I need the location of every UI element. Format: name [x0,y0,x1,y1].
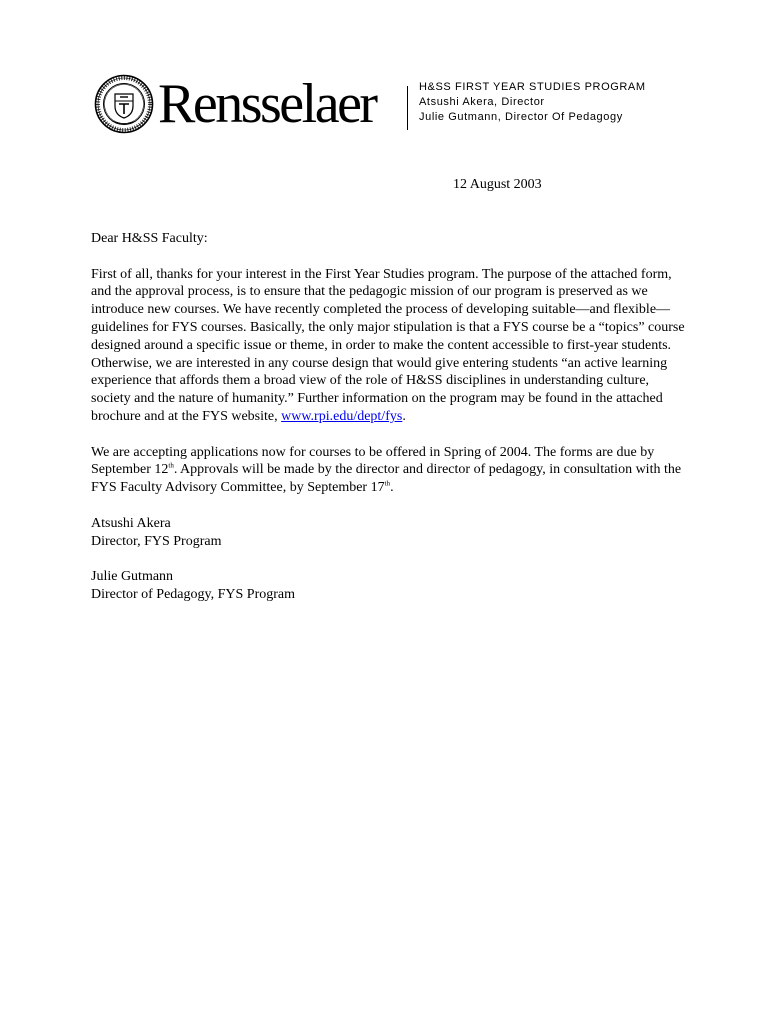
program-name: H&SS FIRST YEAR STUDIES PROGRAM [419,81,646,93]
paragraph-1 [91,266,691,426]
ordinal-suffix-2: th [384,479,391,488]
letterhead-divider [407,86,408,130]
rensselaer-seal-icon [94,74,154,134]
ordinal-suffix-1: th [168,461,174,470]
signer-2-name: Julie Gutmann [91,569,174,585]
paragraph-1-text: First of all, thanks for your interest in the First Year Studies program. The purpose of the attached form, and the approval process, is to ensure that the pedagogic mission of our program is preserved as we introduce new courses. We have recently completed the process of developing suitable—and flexible—guidelines for FYS courses. Basically, the only major stipulation is that a FYS course be a “topics” course designed around a specific issue or theme, in order to make the content accessible to first-year students. Otherwise, we are interested in any course design that would give entering students “an active learning experience that affords them a broad view of the role of H&SS disciplines in understanding culture, society and the nature of humanity.” Further information on the program may be found in the attached brochure and at the FYS website, [91,266,685,424]
letter-date: 12 August 2003 [453,177,542,192]
director-line: Atsushi Akera, Director [419,96,545,108]
signature-block-1 [91,515,691,551]
paragraph-2-text-a: We are accepting applications now for courses to be offered in Spring of 2004. The forms are due by September 12 [91,444,655,478]
fys-website-link[interactable]: www.rpi.edu/dept/fys [281,408,403,424]
signer-1-title: Director, FYS Program [91,533,222,549]
signer-2-title: Director of Pedagogy, FYS Program [91,586,296,602]
paragraph-2-text-c: . [390,480,394,496]
signer-1-name: Atsushi Akera [91,515,171,531]
signature-block-2 [91,568,691,604]
letter-body [91,230,691,622]
paragraph-2-text-b: . Approvals will be made by the director and director of pedagogy, in consultation with the FYS Faculty Advisory Committee, by September 17 [91,462,682,496]
pedagogy-director-line: Julie Gutmann, Director Of Pedagogy [419,111,623,123]
wordmark: Rensselaer [158,73,376,135]
paragraph-1-end: . [402,408,406,424]
letterhead [92,72,692,138]
salutation: Dear H&SS Faculty: [91,231,208,246]
letterhead-dept-block [419,80,646,125]
paragraph-2 [91,444,691,497]
